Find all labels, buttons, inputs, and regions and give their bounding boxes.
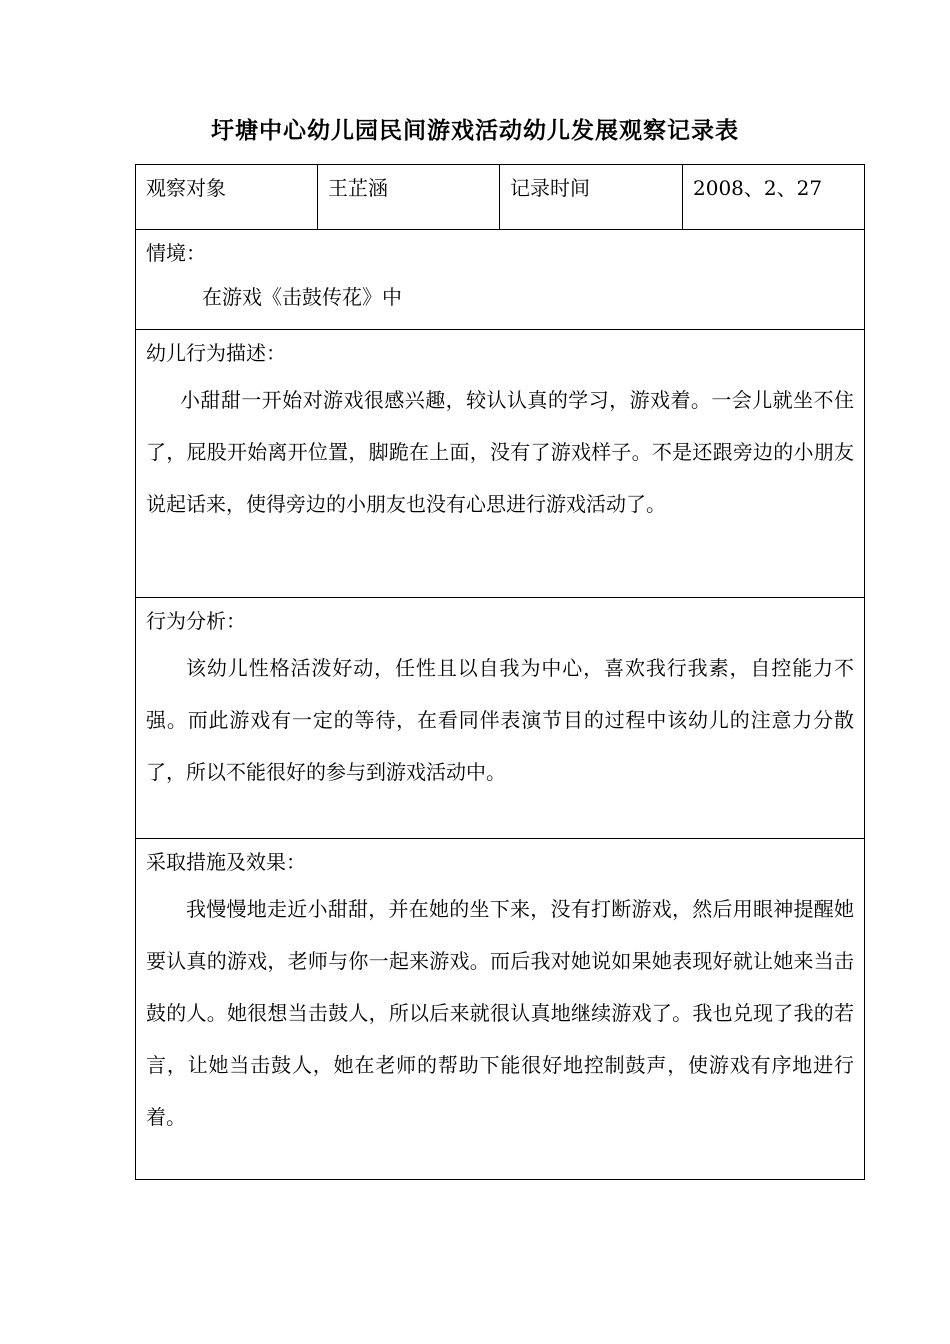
header-row [136,165,865,230]
situation-row [136,230,865,330]
measures-label: 采取措施及效果： [146,850,306,874]
time-label: 记录时间 [510,176,590,200]
observation-record-table [135,164,865,1180]
time-value: 2008、2、27 [693,176,823,200]
subject-label-cell [136,165,318,230]
measures-row [136,839,865,1180]
measures-text: 我慢慢地走近小甜甜，并在她的坐下来，没有打断游戏，然后用眼神提醒她要认真的游戏，老师与你一起来游戏。而后我对她说如果她表现好就让她来当击鼓的人。她很想当击鼓人，所以后来就很认真地继续游戏了。我也兑现了我的若言，让她当击鼓人，她在老师的帮助下能很好地控制鼓声，使游戏有序地进行着。 [146,897,854,1129]
subject-label: 观察对象 [146,176,226,200]
analysis-text: 该幼儿性格活泼好动，任性且以自我为中心，喜欢我行我素，自控能力不强。而此游戏有一定的等待，在看同伴表演节目的过程中该幼儿的注意力分散了，所以不能很好的参与到游戏活动中。 [146,656,854,784]
time-value-cell [683,165,865,230]
analysis-label: 行为分析： [146,609,246,633]
page-title: 圩塘中心幼儿园民间游戏活动幼儿发展观察记录表 [211,118,739,144]
situation-cell [136,230,865,330]
analysis-cell [136,598,865,839]
behavior-cell [136,330,865,598]
subject-value: 王芷涵 [328,176,388,200]
measures-cell [136,839,865,1180]
behavior-text: 小甜甜一开始对游戏很感兴趣，较认认真的学习，游戏着。一会儿就坐不住了，屁股开始离开位置，脚跪在上面，没有了游戏样子。不是还跟旁边的小朋友说起话来，使得旁边的小朋友也没有心思进行游戏活动了。 [146,388,854,516]
time-label-cell [500,165,683,230]
situation-text: 在游戏《击鼓传花》中 [202,285,402,309]
behavior-row [136,330,865,598]
behavior-label: 幼儿行为描述： [146,341,286,365]
situation-label: 情境： [146,241,206,265]
subject-value-cell [318,165,500,230]
analysis-row [136,598,865,839]
